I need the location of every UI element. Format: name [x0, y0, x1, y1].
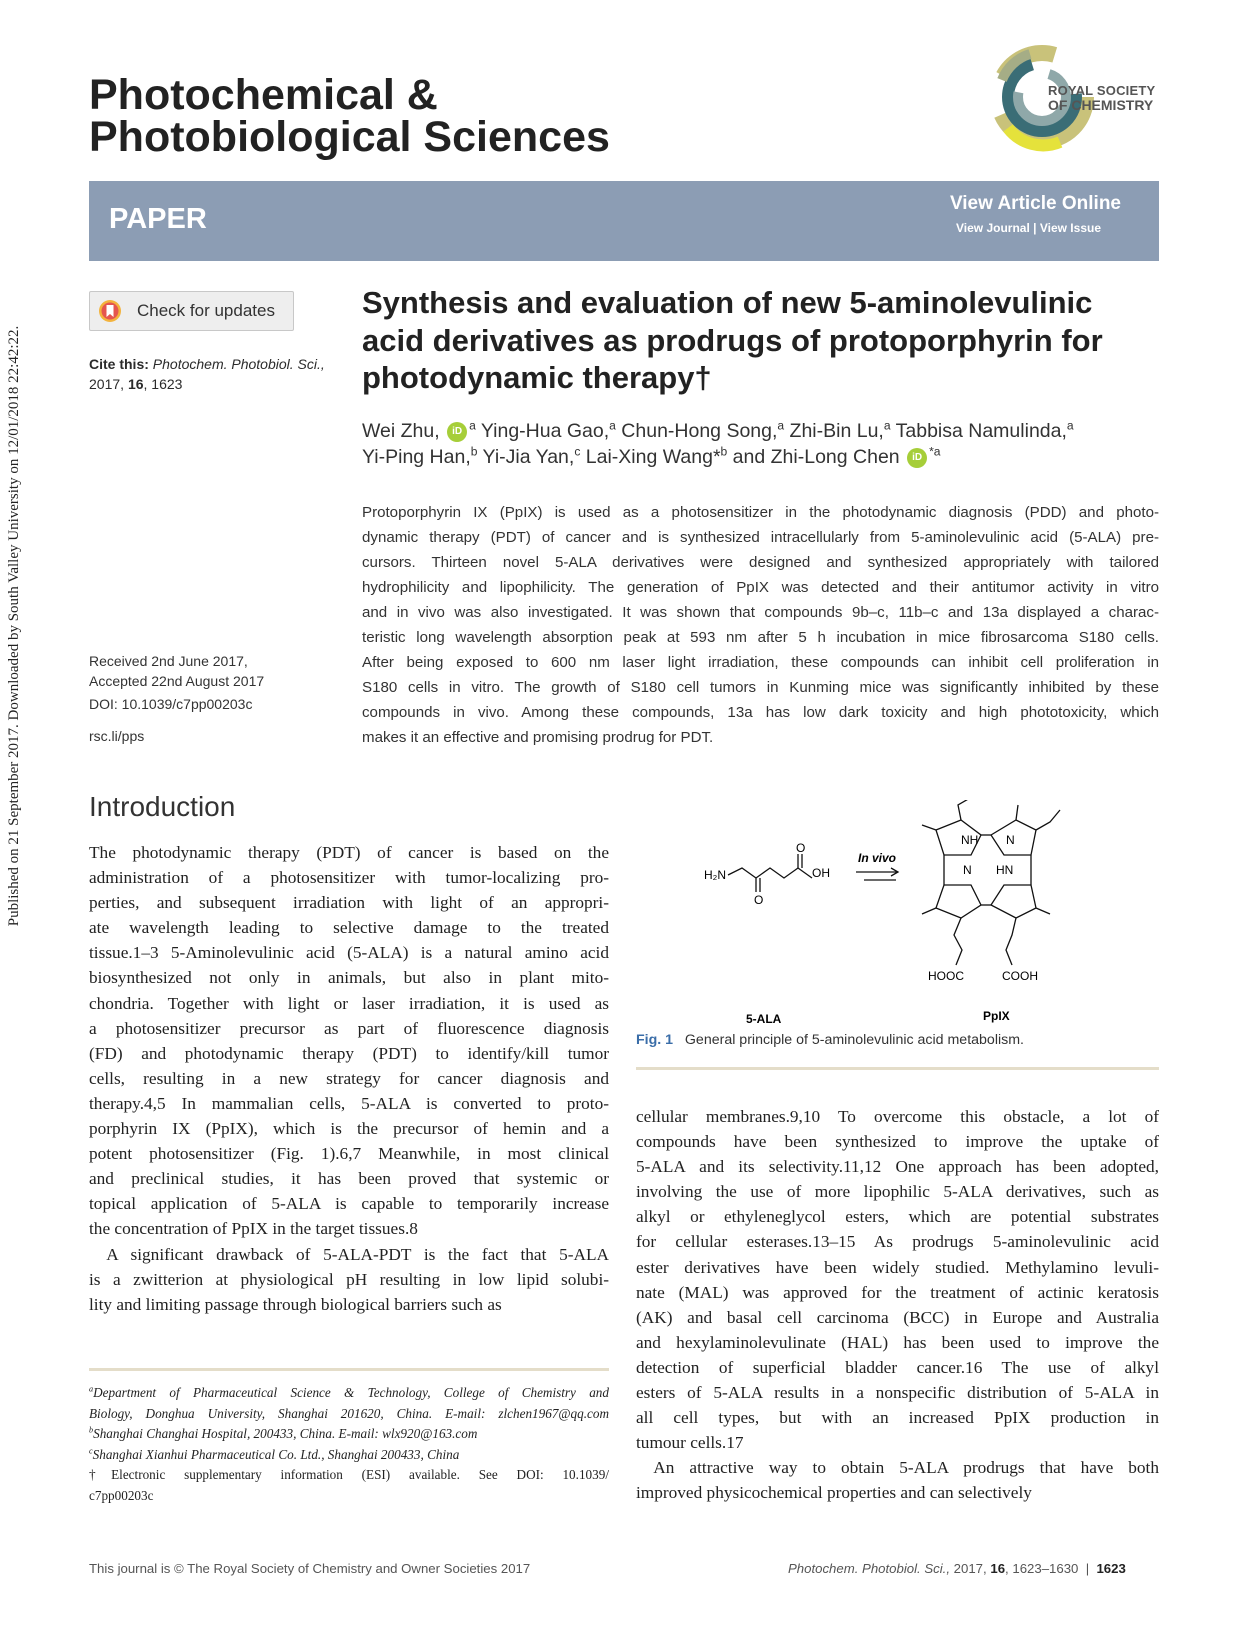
- n-label: N: [963, 863, 972, 877]
- cooh-label: COOH: [1002, 969, 1038, 983]
- cite-year: 2017,: [89, 376, 125, 392]
- page-number: 1623: [1096, 1561, 1126, 1576]
- footer-journal: Photochem. Photobiol. Sci.,: [788, 1561, 951, 1576]
- figure-caption-label[interactable]: Fig. 1: [636, 1032, 674, 1048]
- rsc-logo-line-2: OF CHEMISTRY: [1048, 97, 1154, 113]
- view-links-separator: |: [1029, 221, 1040, 235]
- body-text-line: topical application of 5-ALA is capable to temporarily increase: [89, 1194, 609, 1214]
- affiliation-mark: b: [720, 444, 728, 459]
- ppix-label: PpIX: [983, 1009, 1010, 1023]
- n-label: N: [1006, 833, 1015, 847]
- affiliation-mark: c: [574, 444, 581, 459]
- intro-left-column: [89, 840, 609, 1317]
- body-text-line: biosynthesized not only in animals, but also in plant mito-: [89, 968, 609, 988]
- body-text-line: ate wavelength leading to selective damage to the treated: [89, 918, 609, 938]
- abstract: [362, 500, 1159, 750]
- footnote-divider: [89, 1368, 609, 1371]
- author-name[interactable]: and Zhi-Long Chen: [727, 446, 900, 468]
- oxygen-label: O: [754, 893, 764, 907]
- cite-journal: Photochem. Photobiol. Sci.,: [152, 356, 325, 372]
- article-dates: [89, 651, 264, 691]
- figure-caption-text: General principle of 5-aminolevulinic acid metabolism.: [684, 1032, 1024, 1048]
- footnote-mark: b: [89, 1425, 94, 1435]
- journal-link[interactable]: rsc.li/pps: [89, 728, 145, 744]
- body-text-line: cells, resulting in a new strategy for cancer diagnosis and: [89, 1068, 609, 1088]
- journal-title-line-1: Photochemical &: [89, 71, 438, 119]
- body-text-line: and preclinical studies, it has been proved that systemic or: [89, 1169, 609, 1189]
- abstract-line: S180 cells in vitro. The growth of S180 cell tumors in Kunming mice was significantly inhibited by these: [362, 679, 1159, 696]
- abstract-line: cursors. Thirteen novel 5-ALA derivatives were designed and synthesized appropriately with tailored: [362, 554, 1159, 571]
- footnote-c: Shanghai Xianhui Pharmaceutical Co. Ltd., Shanghai 200433, China: [92, 1446, 460, 1462]
- figure-1: [636, 800, 1159, 1030]
- body-text-line: (AK) and basal cell carcinoma (BCC) in Europe and Australia: [636, 1307, 1159, 1327]
- hooc-label: HOOC: [928, 969, 964, 983]
- cite-this: [89, 354, 349, 394]
- body-text-line: alkyl or ethyleneglycol esters, which are potential substrates: [636, 1207, 1159, 1227]
- accepted-date: Accepted 22nd August 2017: [89, 673, 265, 689]
- rsc-logo-line-1: ROYAL SOCIETY: [1048, 83, 1156, 98]
- body-text-line: ester derivatives have been widely studied. Methylamino levuli-: [636, 1257, 1159, 1277]
- affiliation-mark: b: [470, 444, 478, 459]
- body-text-line: a photosensitizer precursor as part of fluorescence diagnosis: [89, 1018, 609, 1038]
- journal-title-line-2: Photobiological Sciences: [89, 113, 610, 161]
- received-date: Received 2nd June 2017,: [89, 653, 248, 669]
- oxygen-label: O: [796, 841, 806, 855]
- ala-structure: [728, 854, 812, 892]
- footnote-mark: c: [89, 1446, 93, 1456]
- check-for-updates-label: Check for updates: [137, 301, 275, 320]
- footer-volume: 16: [990, 1561, 1006, 1576]
- body-text-line: the concentration of PpIX in the target tissues.8: [89, 1219, 418, 1239]
- body-text-line: potent photosensitizer (Fig. 1).6,7 Meanwhile, in most clinical: [89, 1144, 609, 1164]
- journal-title: [89, 71, 610, 161]
- body-text-line: is a zwitterion at physiological pH resulting in low lipid solubi-: [89, 1269, 609, 1289]
- figure-caption: [636, 1032, 1024, 1048]
- oh-label: OH: [812, 866, 830, 880]
- footnote-a-line-2: Biology, Donghua University, Shanghai 201620, China. E-mail: zlchen1967@qq.com: [89, 1405, 609, 1421]
- abstract-line: and in vivo was also investigated. It was shown that compounds 9b–c, 11b–c and 13a displayed a charac-: [362, 604, 1159, 621]
- article-title-line: Synthesis and evaluation of new 5-aminolevulinic: [362, 285, 1093, 320]
- affiliation-mark: a: [883, 418, 891, 433]
- bookmark-icon: [98, 299, 122, 323]
- esi-note-line-2[interactable]: c7pp00203c: [89, 1487, 154, 1503]
- arrow-label: In vivo: [858, 851, 897, 865]
- abstract-line: hydrophilicity and lipophilicity. The generation of PpIX was detected and their antitumor activity in vitro: [362, 579, 1159, 596]
- body-text-line: tumour cells.17: [636, 1433, 744, 1453]
- paper-banner: [89, 181, 1159, 261]
- esi-note-line-1: †Electronic supplementary information (ESI) available. See DOI: 10.1039/: [89, 1467, 609, 1482]
- affiliation-mark: *a: [929, 444, 941, 459]
- abstract-line: teristic long wavelength absorption peak at 593 nm after 5 h incubation in mice fibrosarcoma S180 cells.: [362, 629, 1159, 646]
- abstract-line: dynamic therapy (PDT) of cancer and is synthesized intracellularly from 5-aminolevulinic acid (5-ALA) pre-: [362, 529, 1159, 546]
- body-text-line: lity and limiting passage through biological barriers such as: [89, 1294, 502, 1314]
- author-name[interactable]: Yi-Jia Yan,: [477, 446, 575, 468]
- author-name[interactable]: Lai-Xing Wang*: [580, 446, 721, 468]
- footer-separator: |: [1078, 1561, 1097, 1576]
- body-text-line: for cellular esterases.13–15 As prodrugs 5-aminolevulinic acid: [636, 1232, 1159, 1252]
- footnote-mark: a: [89, 1384, 94, 1394]
- body-text-line: (FD) and photodynamic therapy (PDT) to identify/kill tumor: [89, 1043, 609, 1063]
- orcid-icon[interactable]: iD: [447, 422, 467, 442]
- copyright-footer: This journal is © The Royal Society of Chemistry and Owner Societies 2017: [89, 1561, 531, 1576]
- body-text-line: nate (MAL) was approved for the treatment of actinic keratosis: [636, 1282, 1159, 1302]
- check-for-updates-button[interactable]: [89, 291, 294, 331]
- body-text-line: esters of 5-ALA results in a nonspecific distribution of 5-ALA in: [636, 1383, 1159, 1403]
- affiliation-mark: a: [777, 418, 785, 433]
- author-list: [362, 418, 1074, 470]
- footnote-b: Shanghai Changhai Hospital, 200433, China. E-mail: wlx920@163.com: [93, 1426, 478, 1441]
- cite-label: Cite this:: [89, 356, 149, 372]
- view-journal-link[interactable]: View Journal: [956, 221, 1030, 235]
- view-links: [956, 221, 1101, 235]
- body-text-line: An attractive way to obtain 5-ALA prodrugs that have both: [636, 1458, 1159, 1478]
- abstract-line: After being exposed to 600 nm laser light irradiation, these compounds can inhibit cell proliferation in: [362, 654, 1159, 671]
- article-title: [362, 284, 1162, 397]
- author-name[interactable]: Tabbisa Namulinda,: [890, 420, 1067, 442]
- body-text-line: A significant drawback of 5-ALA-PDT is the fact that 5-ALA: [89, 1244, 609, 1264]
- section-heading-introduction: Introduction: [89, 791, 236, 822]
- cite-page: , 1623: [143, 376, 183, 392]
- hn-label: HN: [996, 863, 1014, 877]
- rsc-logo[interactable]: [990, 40, 1160, 155]
- author-name[interactable]: Wei Zhu,: [362, 420, 440, 442]
- affiliation-mark: a: [469, 418, 476, 433]
- author-name[interactable]: Ying-Hua Gao,: [475, 420, 610, 442]
- article-title-line: photodynamic therapy†: [362, 360, 712, 395]
- body-text-line: detection of superficial bladder cancer.16 The use of alkyl: [636, 1357, 1159, 1377]
- intro-right-column: [636, 1104, 1159, 1506]
- body-text-line: compounds have been synthesized to improve the uptake of: [636, 1132, 1159, 1152]
- affiliation-mark: a: [1066, 418, 1074, 433]
- author-name[interactable]: Zhi-Bin Lu,: [784, 420, 884, 442]
- body-text-line: improved physicochemical properties and can selectively: [636, 1483, 1032, 1503]
- download-note: Published on 21 September 2017. Downloaded by South Valley University on 12/01/2018 22:42:22.: [6, 325, 22, 927]
- author-name[interactable]: Yi-Ping Han,: [362, 446, 471, 468]
- body-text-line: therapy.4,5 In mammalian cells, 5-ALA is converted to proto-: [89, 1093, 609, 1113]
- page-footer: [788, 1561, 1126, 1576]
- footer-year: 2017,: [950, 1561, 991, 1576]
- body-text-line: cellular membranes.9,10 To overcome this obstacle, a lot of: [636, 1107, 1159, 1126]
- body-text-line: 5-ALA and its selectivity.11,12 One approach has been adopted,: [636, 1157, 1159, 1177]
- reaction-scheme: [636, 800, 1159, 1030]
- body-text-line: chondria. Together with light or laser irradiation, it is used as: [89, 993, 609, 1013]
- body-text-line: all cell types, but with an increased PpIX production in: [636, 1408, 1159, 1428]
- body-text-line: porphyrin IX (PpIX), which is the precursor of hemin and a: [89, 1119, 609, 1139]
- article-type-label: PAPER: [109, 203, 207, 235]
- nh-label: NH: [961, 833, 979, 847]
- abstract-line: compounds in vivo. Among these compounds, 13a has low dark toxicity and high phototoxicity, which: [362, 704, 1159, 721]
- view-article-online-link[interactable]: View Article Online: [949, 193, 1121, 214]
- reaction-arrow: [856, 868, 898, 880]
- author-name[interactable]: Chun-Hong Song,: [615, 420, 778, 442]
- figure-divider: [636, 1067, 1159, 1070]
- body-text-line: perties, and subsequent irradiation with light of an appropri-: [89, 893, 609, 913]
- body-text-line: administration of a photosensitizer with tumor-localizing pro-: [89, 868, 609, 888]
- footnote-a-line-1: Department of Pharmaceutical Science & Technology, College of Chemistry and: [93, 1385, 609, 1400]
- ppix-structure: [922, 800, 1060, 965]
- footnotes: [89, 1383, 609, 1506]
- abstract-line: Protoporphyrin IX (PpIX) is used as a photosensitizer in the photodynamic diagnosis (PDD) and photo-: [362, 504, 1159, 521]
- cite-volume: 16: [127, 376, 144, 392]
- affiliation-mark: a: [609, 418, 616, 433]
- body-text-line: The photodynamic therapy (PDT) of cancer is based on the: [89, 843, 609, 862]
- body-text-line: involving the use of more lipophilic 5-ALA derivatives, such as: [636, 1182, 1159, 1202]
- ala-label: 5-ALA: [746, 1012, 782, 1026]
- body-text-line: tissue.1–3 5-Aminolevulinic acid (5-ALA) is a natural amino acid: [89, 943, 609, 963]
- view-issue-link[interactable]: View Issue: [1039, 221, 1101, 235]
- abstract-line: makes it an effective and promising prodrug for PDT.: [362, 729, 714, 746]
- article-title-line: acid derivatives as prodrugs of protoporphyrin for: [362, 322, 1103, 358]
- orcid-icon[interactable]: iD: [907, 448, 927, 468]
- footer-pages: , 1623–1630: [1005, 1561, 1079, 1576]
- body-text-line: and hexylaminolevulinate (HAL) has been used to improve the: [636, 1332, 1159, 1352]
- h2n-label: H₂N: [704, 868, 726, 882]
- doi[interactable]: DOI: 10.1039/c7pp00203c: [89, 696, 253, 712]
